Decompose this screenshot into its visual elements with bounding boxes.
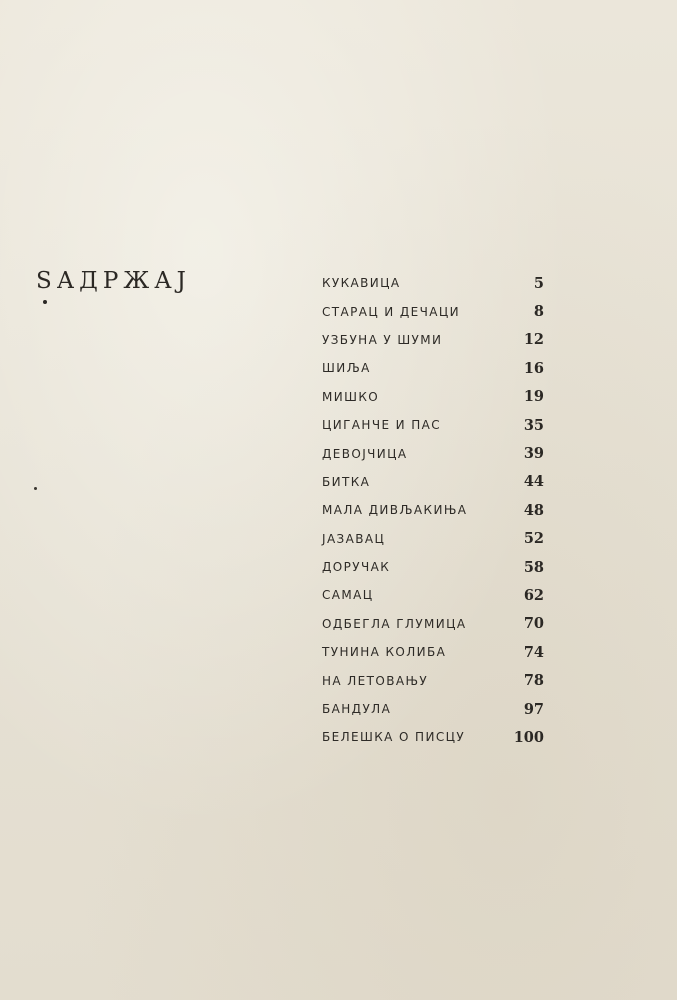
toc-entry [322,354,544,382]
toc-entry-title: СТАРАЦ И ДЕЧАЦИ [322,304,460,319]
toc-entry-title: УЗБУНА У ШУМИ [322,332,443,347]
toc-entry-page: 39 [523,445,544,463]
toc-entry [322,383,544,411]
toc-entry-page: 5 [533,274,544,292]
toc-entry-title: САМАЦ [322,588,374,603]
contents-heading: ЅАДРЖАЈ [36,268,191,294]
toc-entry-page: 16 [523,359,544,377]
toc-entry-title: ДЕВОЈЧИЦА [322,446,408,461]
toc-entry-title: НА ЛЕТОВАЊУ [322,673,429,688]
toc-entry-title: ЈАЗАВАЦ [322,531,386,546]
toc-entry-page: 52 [523,530,544,548]
toc-entry-page: 74 [523,643,544,661]
toc-entry-page: 44 [523,473,544,491]
toc-entry [322,695,544,723]
toc-entry-title: ЦИГАНЧЕ И ПАС [322,418,442,433]
toc-entry [322,525,544,553]
heading-diacritic-dot [43,300,47,304]
toc-entry-page: 78 [523,672,544,690]
toc-entry [322,581,544,609]
toc-entry [322,439,544,467]
toc-entry [322,723,544,751]
toc-entry-page: 12 [523,331,544,349]
toc-entry [322,411,544,439]
ink-speck [34,487,37,490]
toc-entry-page: 19 [523,388,544,406]
toc-entry-page: 8 [533,303,544,321]
toc-entry-page: 97 [523,700,544,718]
toc-entry [322,269,544,297]
toc-entry [322,666,544,694]
toc-entry-title: МИШКО [322,389,380,404]
toc-entry [322,297,544,325]
toc-entry-title: БИТКА [322,474,371,489]
toc-entry [322,553,544,581]
toc-entry [322,638,544,666]
toc-entry [322,468,544,496]
toc-entry-title: ШИЉА [322,361,371,376]
toc-entry-title: ДОРУЧАК [322,560,391,575]
toc-entry-title: БАНДУЛА [322,702,392,717]
toc-entry-title: ТУНИНА КОЛИБА [322,645,447,660]
toc-entry-page: 58 [523,558,544,576]
toc-entry-title: МАЛА ДИВЉАКИЊА [322,503,468,518]
toc-entry-title: ОДБЕГЛА ГЛУМИЦА [322,616,467,631]
toc-entry-title: БЕЛЕШКА О ПИСЦУ [322,730,466,745]
toc-entry-page: 48 [523,501,544,519]
toc-entry-page: 100 [513,728,544,746]
table-of-contents [322,269,544,752]
toc-entry [322,610,544,638]
toc-entry-page: 35 [523,416,544,434]
toc-entry-page: 70 [523,615,544,633]
toc-entry-title: КУКАВИЦА [322,276,401,291]
toc-entry [322,496,544,524]
toc-entry-page: 62 [523,586,544,604]
toc-entry [322,326,544,354]
